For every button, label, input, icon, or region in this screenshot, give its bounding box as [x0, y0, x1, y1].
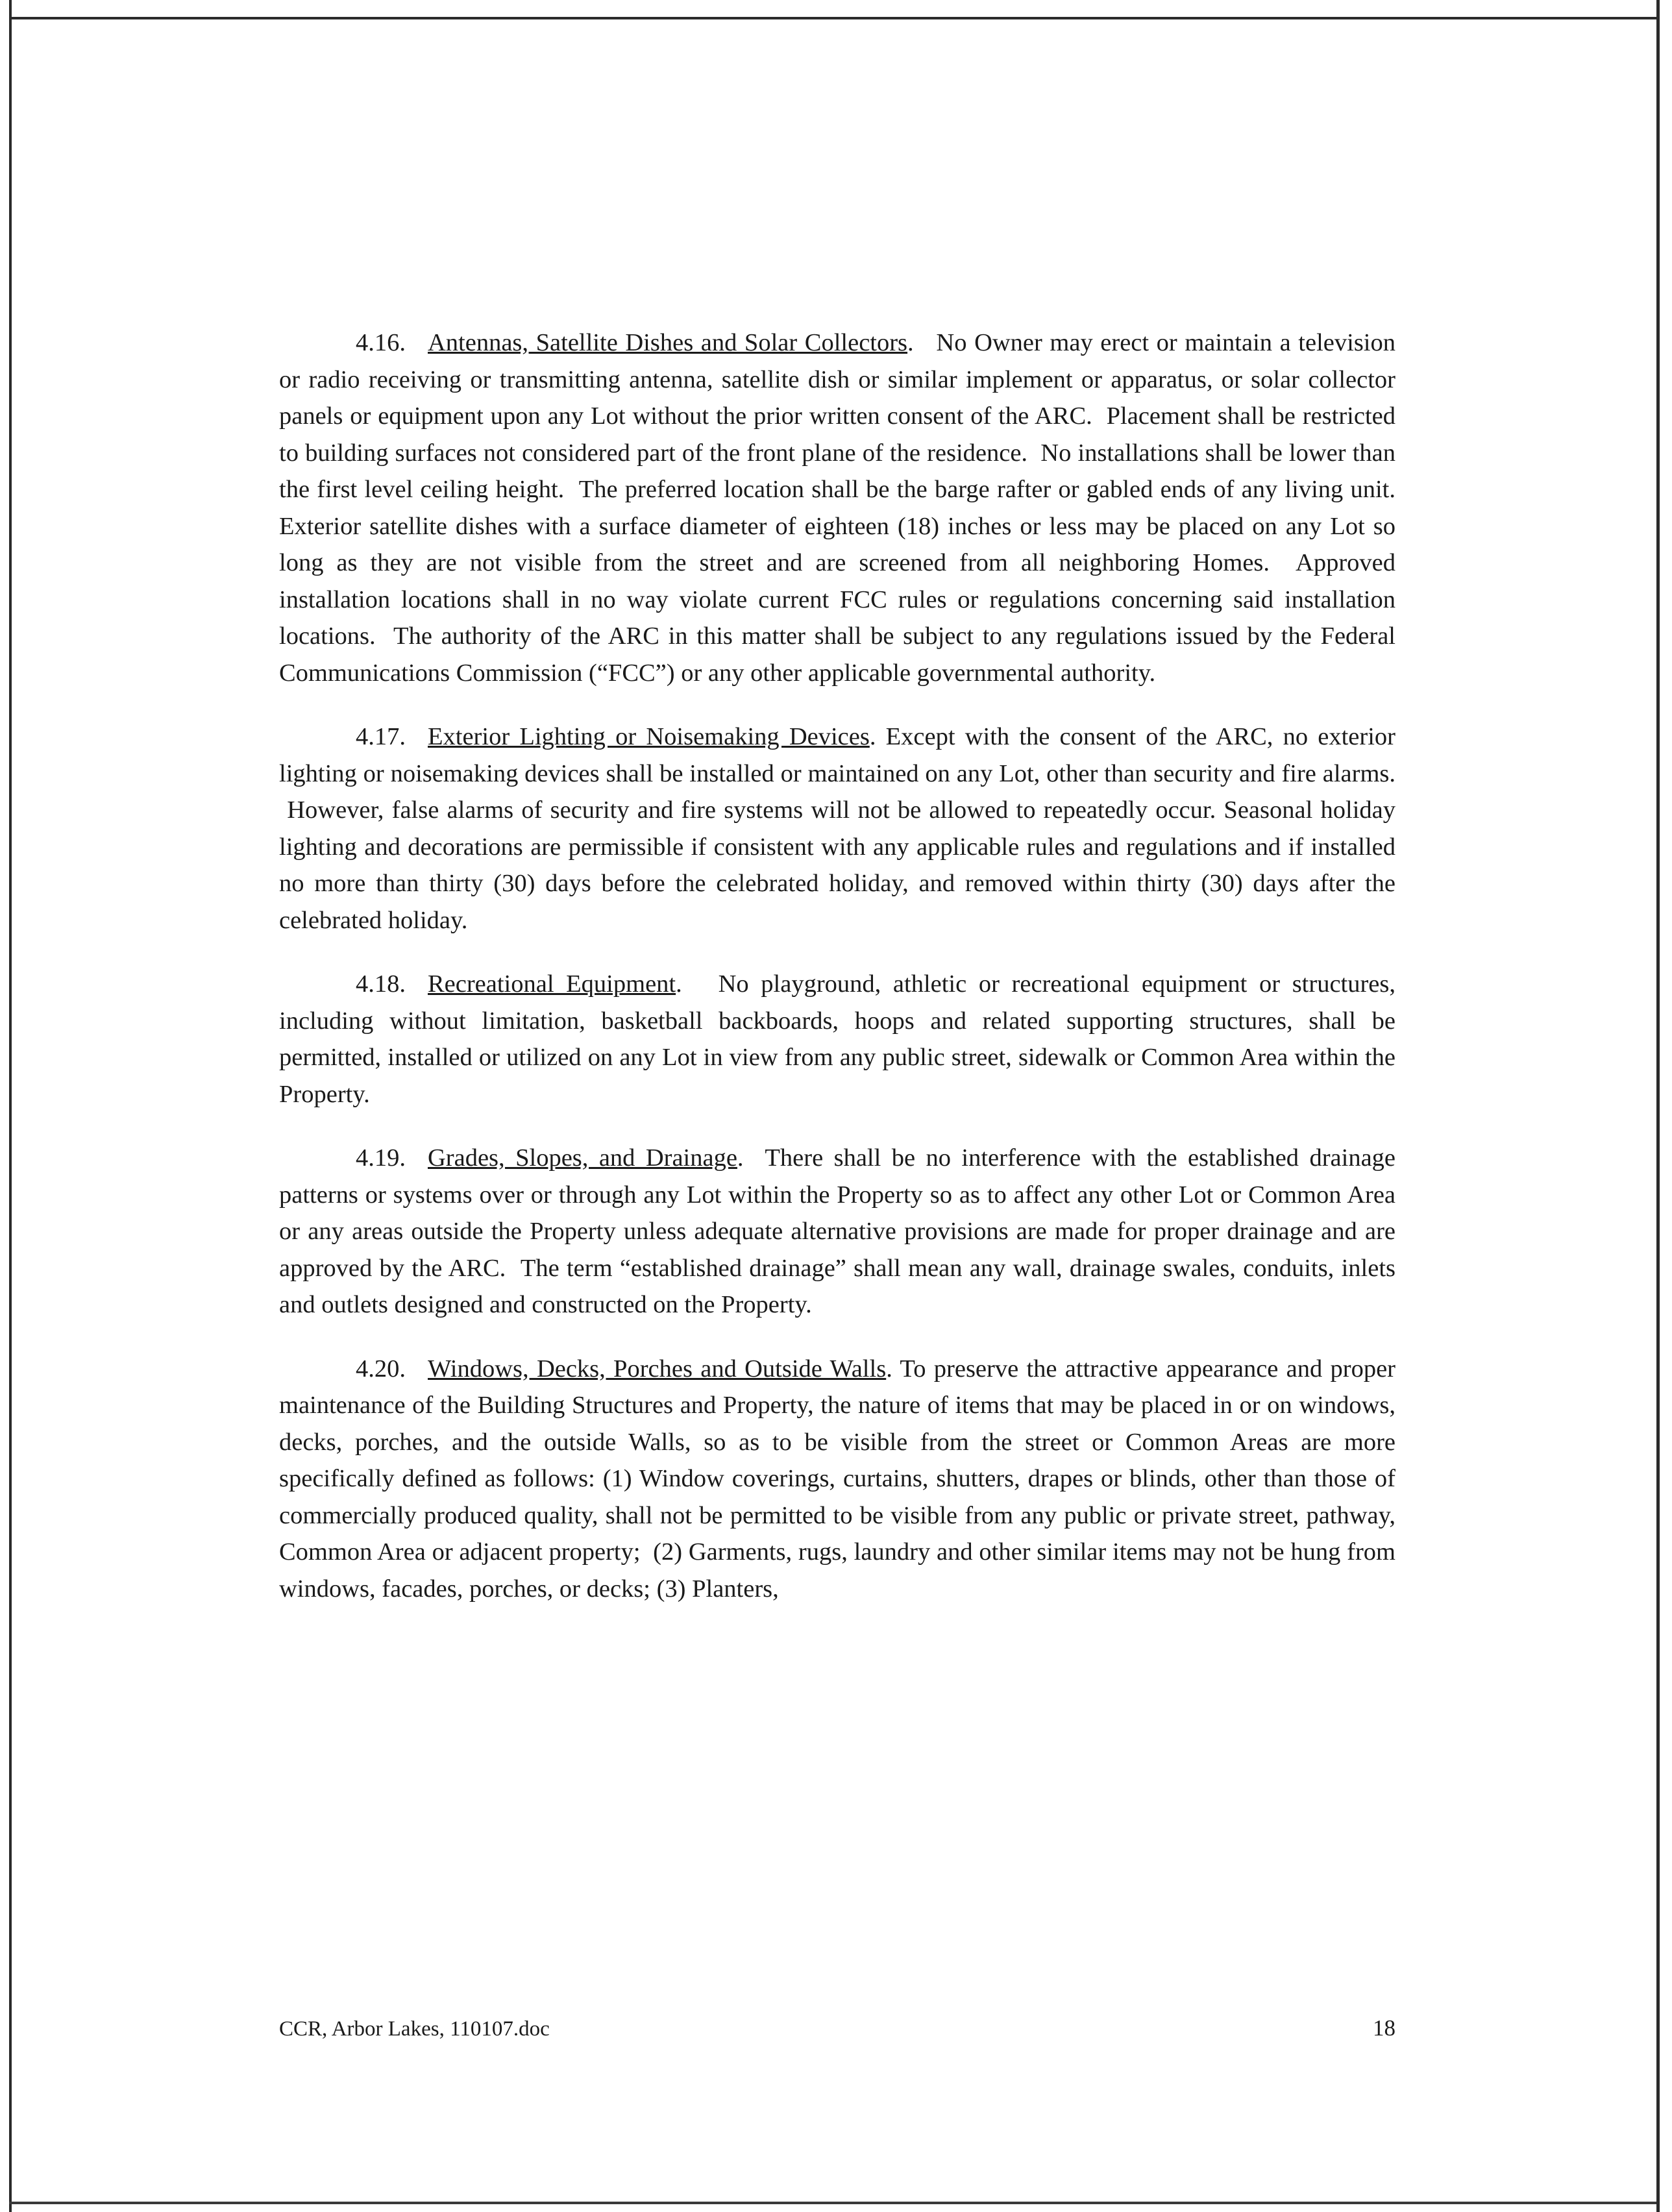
section-heading: Recreational Equipment: [428, 970, 676, 998]
scan-edge-right: [1656, 0, 1660, 2212]
scan-edge-bottom: [9, 2202, 1656, 2204]
scan-edge-top: [9, 17, 1656, 19]
section-text: . No Owner may erect or maintain a television or radio receiving or transmitting antenna, satellite dish or similar implement or apparatus, or solar collector panels or equipment upon any Lot without the prior written consent of the ARC. Placement shall be restricted to building surfaces not considered part of the front plane of the residence. No installations shall be lower than the first level ceiling height. The preferred location shall be the barge rafter or gabled ends of any living unit. Exterior satellite dishes with a surface diameter of eighteen (18) inches or less may be placed on any Lot so long as they are not visible from the street and are screened from all neighboring Homes. Approved installation locations shall in no way violate current FCC rules or regulations concerning said installation locations. The authority of the ARC in this matter shall be subject to any regulations issued by the Federal Communications Commission (“FCC”) or any other applicable governmental authority.: [279, 329, 1395, 687]
section-text: . No playground, athletic or recreational equipment or structures, including without limitation, basketball backboards, hoops and related supporting structures, shall be permitted, installed or utilized on any Lot in view from any public street, sidewalk or Common Area within the Property.: [279, 970, 1395, 1108]
section-paragraph: [279, 1351, 1395, 1608]
footer-document-name: CCR, Arbor Lakes, 110107.doc: [279, 2017, 550, 2041]
section-text: . Except with the consent of the ARC, no exterior lighting or noisemaking devices shall be installed or maintained on any Lot, other than security and fire alarms. However, false alarms of security and fire systems will not be allowed to repeatedly occur. Seasonal holiday lighting and decorations are permissible if consistent with any applicable rules and regulations and if installed no more than thirty (30) days before the celebrated holiday, and removed within thirty (30) days after the celebrated holiday.: [279, 723, 1395, 934]
section-paragraph: [279, 1140, 1395, 1323]
section-number: 4.16.: [356, 329, 406, 356]
section-number: 4.17.: [356, 723, 406, 750]
section-number: 4.18.: [356, 970, 406, 998]
section-text: . To preserve the attractive appearance and proper maintenance of the Building Structures and Property, the nature of items that may be placed in or on windows, decks, porches, and the outside Walls, so as to be visible from the street or Common Areas are more specifically defined as follows: (1) Window coverings, curtains, shutters, drapes or blinds, other than those of commercially produced quality, shall not be permitted to be visible from any public or private street, pathway, Common Area or adjacent property; (2) Garments, rugs, laundry and other similar items may not be hung from windows, facades, porches, or decks; (3) Planters,: [279, 1355, 1396, 1603]
section-paragraph: [279, 719, 1395, 939]
document-body: [279, 325, 1395, 1607]
section-heading: Antennas, Satellite Dishes and Solar Collectors: [428, 329, 908, 356]
section-heading: Exterior Lighting or Noisemaking Devices: [428, 723, 870, 750]
page-number: 18: [1373, 2015, 1395, 2041]
section-paragraph: [279, 966, 1395, 1112]
section-heading: Windows, Decks, Porches and Outside Walls: [428, 1355, 887, 1382]
section-heading: Grades, Slopes, and Drainage: [428, 1144, 737, 1172]
section-text: . There shall be no interference with the established drainage patterns or systems over or through any Lot within the Property so as to affect any other Lot or Common Area or any areas outside the Property unless adequate alternative provisions are made for proper drainage and are approved by the ARC. The term “established drainage” shall mean any wall, drainage swales, conduits, inlets and outlets designed and constructed on the Property.: [279, 1144, 1395, 1318]
page-footer: [279, 2015, 1395, 2041]
section-number: 4.19.: [356, 1144, 406, 1172]
section-number: 4.20.: [356, 1355, 406, 1382]
scan-edge-left: [9, 0, 12, 2212]
section-paragraph: [279, 325, 1395, 691]
